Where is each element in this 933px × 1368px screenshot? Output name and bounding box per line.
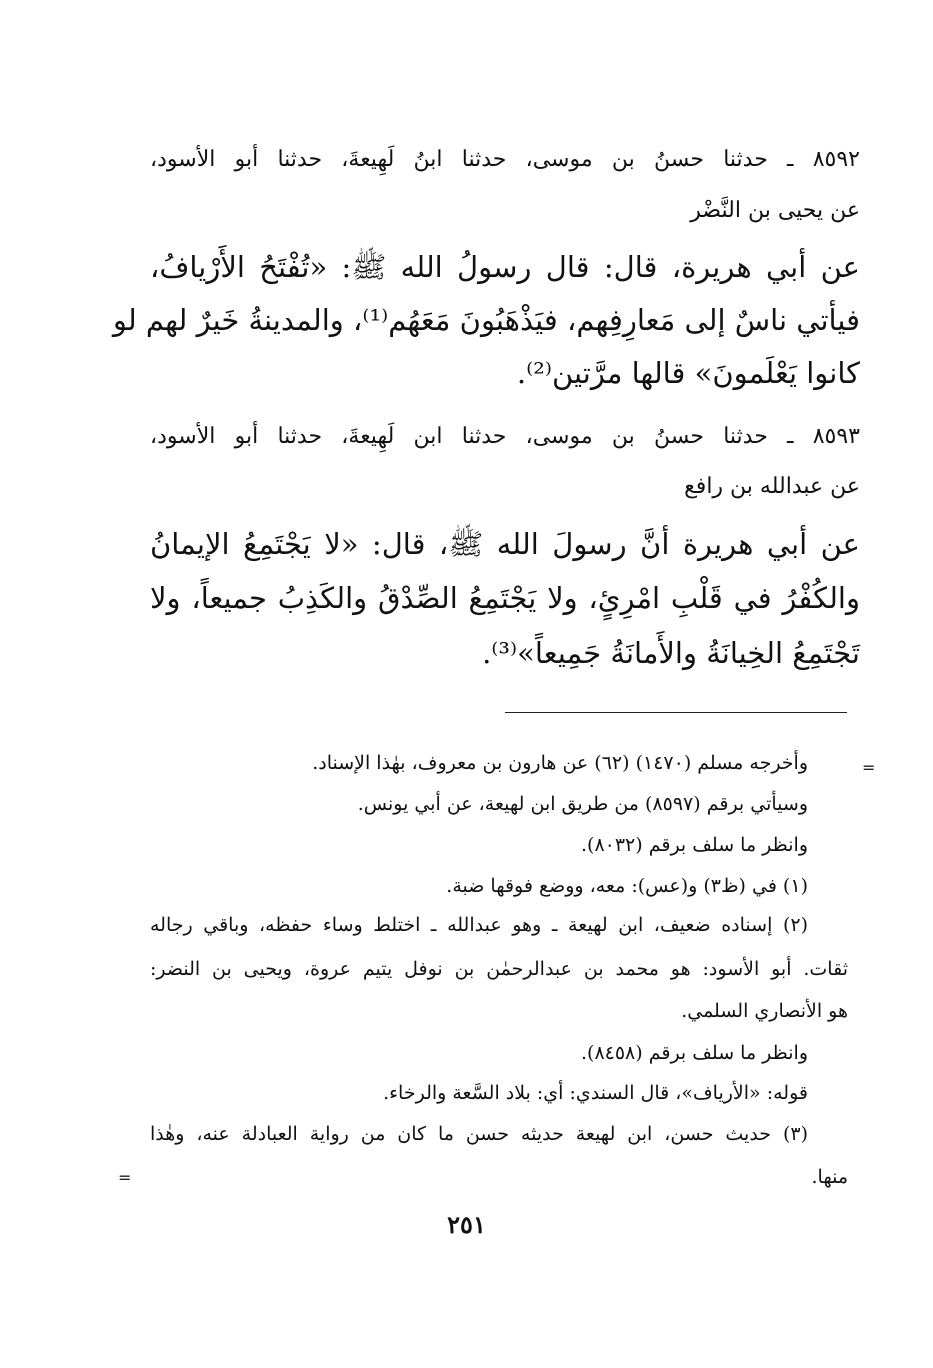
continuation-mark-top: = [862,758,876,777]
footnote-line: (٣) حديث حسن، ابن لهيعة حديثه حسن ما كان من رواية العبادلة عنه، وهٰذا [150,1123,808,1145]
matn-line: عن أبي هريرة، قال: قال رسولُ الله ﷺ: «تُفْتَحُ الأَرْيافُ، [150,250,860,284]
footnote-line: وسيأتي برقم (٨٥٩٧) من طريق ابن لهيعة، عن أبي يونس. [357,793,808,815]
matn-line: فيأتي ناسٌ إلى مَعارِفِهم، فيَذْهَبُونَ مَعَهُم⁽¹⁾، والمدينةُ خَيرٌ لهم لو [112,303,860,337]
page-number: ٢٥١ [447,1210,486,1239]
matn-line: والكُفْرُ في قَلْبِ امْرِئٍ، ولا يَجْتَمِعُ الصِّدْقُ والكَذِبُ جميعاً، ولا [150,581,860,615]
footnote-line: قوله: «الأرياف»، قال السندي: أي: بلاد السَّعة والرخاء. [383,1082,808,1104]
footnote-line: ثقات. أبو الأسود: هو محمد بن عبدالرحمٰن بن نوفل يتيم عروة، ويحيى بن النضر: [150,958,848,980]
isnad-line: ٨٥٩٣ ـ حدثنا حسنُ بن موسى، حدثنا ابن لَهِيعةَ، حدثنا أبو الأسود، [150,424,860,449]
footnote-line: وأخرجه مسلم (١٤٧٠) (٦٢) عن هارون بن معروف، بهٰذا الإسناد. [312,752,808,774]
isnad-line: عن عبدالله بن رافع [684,474,860,499]
footnote-line: وانظر ما سلف برقم (٨٤٥٨). [580,1042,808,1064]
footnote-line: (١) في (ظ٣) و(عس): معه، ووضع فوقها ضبة. [446,875,808,897]
matn-line: كانوا يَعْلَمونَ» قالها مرَّتين⁽²⁾. [516,356,860,390]
footnote-line: منها. [811,1166,848,1188]
footnote-line: (٢) إسناده ضعيف، ابن لهيعة ـ وهو عبدالله ـ اختلط وساء حفظه، وباقي رجاله [150,914,808,936]
matn-line: تَجْتَمِعُ الخِيانَةُ والأَمانَةُ جَمِيعاً»⁽³⁾. [482,636,860,670]
isnad-line: ٨٥٩٢ ـ حدثنا حسنُ بن موسى، حدثنا ابنُ لَهِيعةَ، حدثنا أبو الأسود، [150,147,860,172]
isnad-line: عن يحيى بن النَّضْر [690,198,860,223]
continuation-mark-bottom: = [118,1168,132,1187]
footnote-separator [505,712,847,713]
footnote-line: هو الأنصاري السلمي. [681,1000,848,1022]
footnote-line: وانظر ما سلف برقم (٨٠٣٢). [580,834,808,856]
matn-line: عن أبي هريرة أنَّ رسولَ الله ﷺ، قال: «لا يَجْتَمِعُ الإيمانُ [150,527,860,561]
